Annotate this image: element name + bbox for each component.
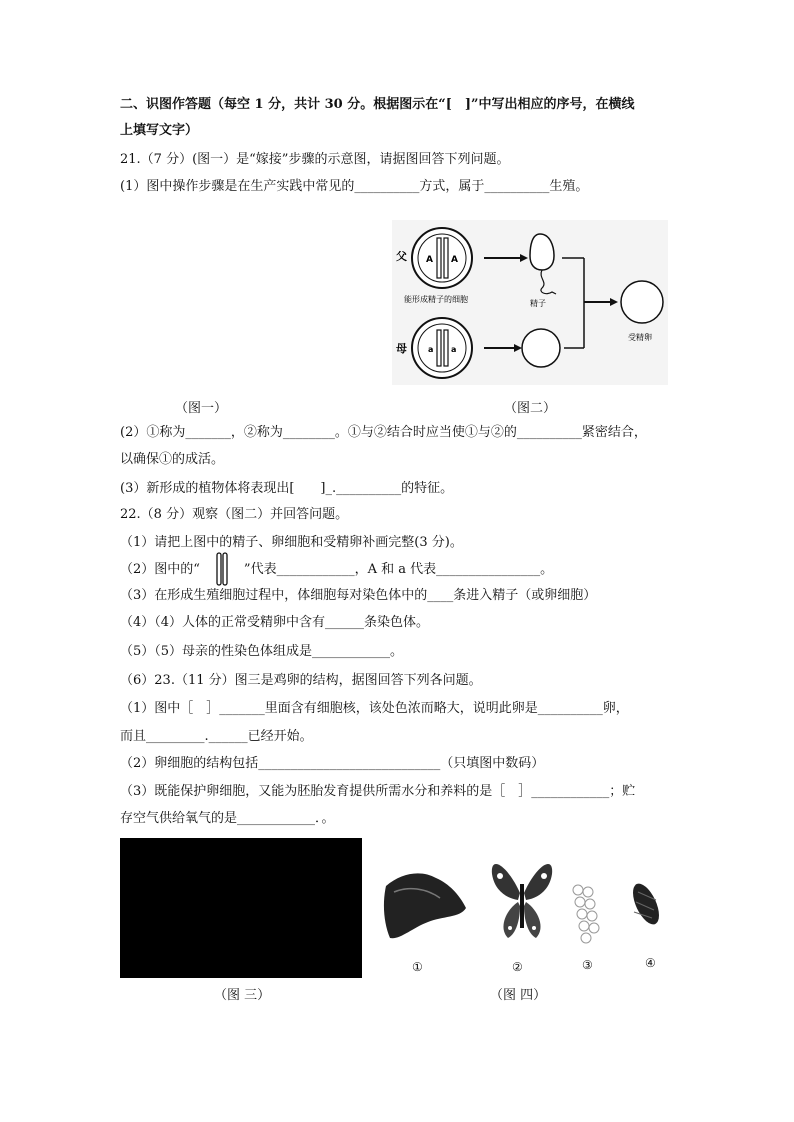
- chromosome-pair-icon: [206, 552, 238, 586]
- figure-1-caption: （图一）: [175, 401, 228, 416]
- q21-part-3: (3）新形成的植物体将表现出[ ]_.__________的特征。: [120, 481, 454, 496]
- figure-4-label-3: ③: [582, 958, 593, 972]
- q22-part-5: （5）（5）母亲的性染色体组成是____________。: [120, 644, 404, 659]
- q23-part-3-line-2: 存空气供给氧气的是____________．。: [120, 811, 335, 826]
- figure-4-drawings: [380, 848, 680, 953]
- q23-part-3-line-1: （3）既能保护卵细胞，又能为胚胎发育提供所需水分和养料的是［ ］____________；贮: [120, 784, 636, 799]
- q22-part-2: [120, 561, 553, 579]
- figure-2-caption: （图二）: [504, 401, 557, 416]
- figure-4-caption: （图 四）: [490, 988, 547, 1003]
- q22-part-2-before: （2）图中的“: [120, 562, 200, 577]
- q21-part-2-line-1: (2）①称为_______，②称为________。①与②结合时应当使①与②的__________紧密结合，: [120, 425, 647, 440]
- section-heading-line-2: 上填写文字）: [120, 123, 199, 138]
- figure-3-caption: （图 三）: [214, 988, 271, 1003]
- figure-4-label-1: ①: [412, 960, 423, 974]
- father-gene-right: A: [451, 255, 458, 265]
- mother-label: 母: [396, 342, 407, 355]
- mother-cell: [412, 318, 472, 378]
- figure-4-label-2: ②: [512, 960, 523, 974]
- figure-2-diagram: [392, 220, 668, 385]
- q23-part-2: （2）卵细胞的结构包括____________________________（只填图中数码）: [120, 756, 545, 771]
- father-chromosome-right: [444, 238, 448, 278]
- egg-cell: [522, 329, 560, 367]
- q23-part-1-line-1: （1）图中［ ］_______里面含有细胞核，该处色浓而略大，说明此卵是__________卵，: [120, 701, 629, 716]
- q22-part-2-after: ”代表____________，A 和 a 代表________________。: [243, 562, 554, 577]
- mother-gene-right: a: [451, 345, 457, 354]
- q23-intro: （6）23.（11 分）图三是鸡卵的结构，据图回答下列各问题。: [120, 673, 482, 688]
- zygote-label: 受精卵: [628, 333, 652, 342]
- sperm-label: 精子: [530, 299, 546, 308]
- figure-4-item-4-larva: [628, 880, 665, 928]
- section-heading-line-1: 二、识图作答题（每空 1 分，共计 30 分。根据图示在“[ ]”中写出相应的序号，在横线: [120, 97, 635, 112]
- mother-chromosome-left: [437, 330, 441, 366]
- father-chromosome-left: [437, 238, 441, 278]
- mother-chromosome-right: [444, 330, 448, 366]
- q23-part-1-line-2: 而且_________.______已经开始。: [120, 729, 313, 744]
- cell-label: 能形成精子的细胞: [404, 295, 468, 304]
- figure-4-item-3-eggs: [573, 885, 599, 943]
- zygote-cell: [621, 281, 663, 323]
- q22-intro: 22.（8 分）观察（图二）并回答问题。: [120, 507, 349, 522]
- q22-part-4: （4）（4）人体的正常受精卵中含有______条染色体。: [120, 615, 430, 630]
- figure-4-item-1: [384, 873, 466, 938]
- sperm-head: [530, 234, 554, 270]
- figure-4-item-2-butterfly: [492, 864, 552, 938]
- father-label: 父: [396, 250, 407, 263]
- q21-intro: 21.（7 分）(图一）是“嫁接”步骤的示意图，请据图回答下列问题。: [120, 152, 510, 167]
- mother-gene-left: a: [428, 345, 434, 354]
- q22-part-3: （3）在形成生殖细胞过程中，体细胞每对染色体中的____条进入精子（或卵细胞）: [120, 588, 597, 603]
- father-cell: [412, 228, 472, 288]
- q21-part-1: (1）图中操作步骤是在生产实践中常见的__________方式，属于__________生殖。: [120, 179, 589, 194]
- figure-3-image: [120, 838, 362, 978]
- father-gene-left: A: [426, 255, 433, 265]
- q21-part-2-line-2: 以确保①的成活。: [120, 452, 225, 467]
- figure-4-label-4: ④: [645, 956, 656, 970]
- q22-part-1: （1）请把上图中的精子、卵细胞和受精卵补画完整(3 分)。: [120, 535, 463, 550]
